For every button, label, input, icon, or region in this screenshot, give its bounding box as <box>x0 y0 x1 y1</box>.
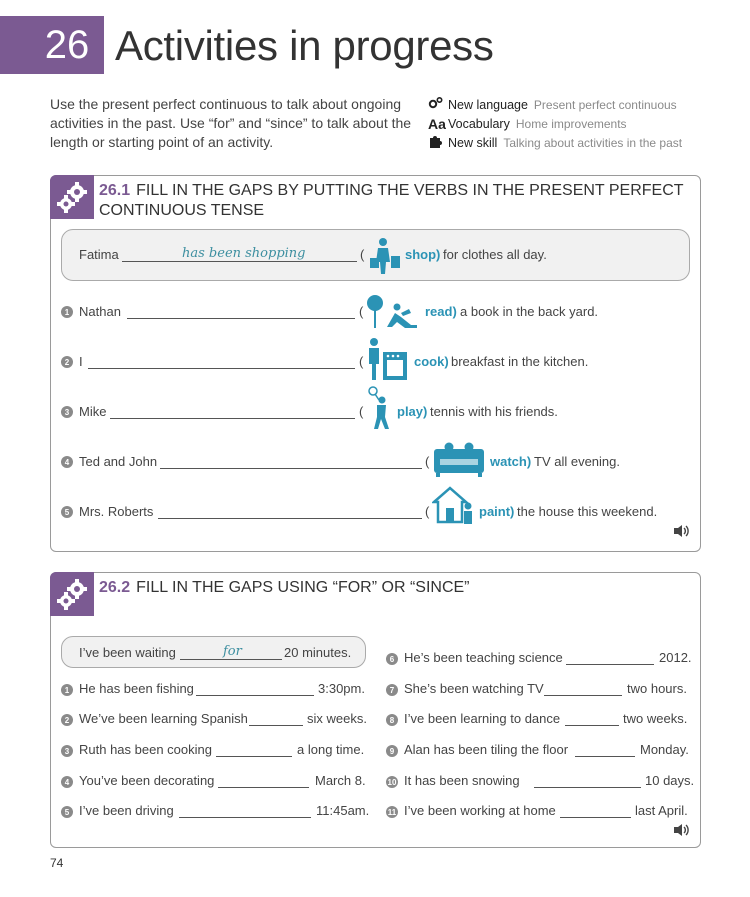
item-number: 1 <box>61 306 73 318</box>
example-box <box>61 636 366 668</box>
item-rest: tennis with his friends. <box>430 404 558 419</box>
item-before: I’ve been working at home <box>404 803 556 818</box>
gears-icon <box>55 180 89 214</box>
meta-new-skill <box>428 133 728 152</box>
example-after: 20 minutes. <box>284 645 352 660</box>
painting-house-icon <box>432 486 476 524</box>
example-subject: Fatima <box>79 247 119 262</box>
item-after: 3:30pm. <box>318 681 365 696</box>
answer-blank-ex2-5[interactable] <box>179 817 311 818</box>
item-rest: a book in the back yard. <box>460 304 599 319</box>
exercise-number: 26.2 <box>99 579 131 596</box>
open-paren: ( <box>359 354 364 369</box>
item-number: 4 <box>61 456 73 468</box>
aa-icon: Aa <box>428 115 446 132</box>
item-after: 11:45am. <box>316 803 370 818</box>
meta-value: Present perfect continuous <box>533 97 677 112</box>
item-before: He has been fishing <box>79 681 194 696</box>
item-number: 11 <box>387 807 397 817</box>
exercise-heading <box>99 181 689 221</box>
item-subject: Mike <box>79 404 107 419</box>
open-paren: ( <box>360 247 365 262</box>
gears-icon <box>55 577 89 611</box>
item-number: 2 <box>61 356 73 368</box>
open-paren: ( <box>359 404 364 419</box>
item-before: He’s been teaching science <box>404 650 563 665</box>
audio-icon[interactable] <box>673 524 691 541</box>
example-before: I’ve been waiting <box>79 645 176 660</box>
item-after: 10 days. <box>645 773 695 788</box>
item-number: 7 <box>386 684 398 696</box>
verb-paint: paint) <box>479 504 515 519</box>
item-subject: Nathan <box>79 304 121 319</box>
unit-meta <box>428 95 728 152</box>
item-after: March 8. <box>315 773 366 788</box>
item-number: 4 <box>61 776 73 788</box>
meta-label: Vocabulary <box>448 116 510 131</box>
answer-blank-5[interactable] <box>158 518 422 519</box>
answer-blank[interactable] <box>122 261 357 262</box>
item-number: 5 <box>61 806 73 818</box>
meta-new-language <box>428 95 728 114</box>
item-number: 6 <box>386 653 398 665</box>
puzzle-icon <box>428 134 448 151</box>
meta-value: Home improvements <box>515 116 627 131</box>
cooking-icon <box>365 336 409 382</box>
item-number: 1 <box>61 684 73 696</box>
verb-shop: shop) <box>405 247 441 262</box>
page-title: Activities in progress <box>115 22 494 69</box>
answer-blank-ex2-9[interactable] <box>575 756 635 757</box>
item-number: 10 <box>387 777 397 787</box>
item-after: six weeks. <box>307 711 367 726</box>
item-after: Monday. <box>640 742 689 757</box>
gear-tab <box>50 175 94 219</box>
open-paren: ( <box>359 304 364 319</box>
heading-line: FILL IN THE GAPS BY PUTTING THE VERBS IN THE PRESENT PERFECT <box>136 182 684 199</box>
answer-blank-ex2-7[interactable] <box>544 695 622 696</box>
answer-blank-ex2-11[interactable] <box>560 817 631 818</box>
gears-icon <box>428 96 448 113</box>
item-before: It has been snowing <box>404 773 520 788</box>
reading-icon <box>365 293 421 333</box>
item-after: last April. <box>635 803 688 818</box>
item-subject: Mrs. Roberts <box>79 504 154 519</box>
verb-read: read) <box>425 304 457 319</box>
unit-number: 26 <box>30 16 104 74</box>
verb-play: play) <box>397 404 428 419</box>
watching-tv-icon <box>432 441 486 477</box>
meta-label: New skill <box>448 135 498 150</box>
answer-blank-ex2-6[interactable] <box>566 664 654 665</box>
answer-blank-ex2-10[interactable] <box>534 787 641 788</box>
example-rest: for clothes all day. <box>443 247 547 262</box>
open-paren: ( <box>425 454 430 469</box>
heading-line: CONTINUOUS TENSE <box>99 202 265 219</box>
item-before: Alan has been tiling the floor <box>404 742 569 757</box>
item-before: We’ve been learning Spanish <box>79 711 248 726</box>
answer-blank-ex2-1[interactable] <box>196 695 314 696</box>
item-number: 9 <box>386 745 398 757</box>
answer-blank[interactable] <box>180 659 282 660</box>
item-rest: TV all evening. <box>534 454 620 469</box>
item-number: 3 <box>61 406 73 418</box>
item-number: 5 <box>61 506 73 518</box>
item-before: Ruth has been cooking <box>79 742 212 757</box>
item-number: 8 <box>386 714 398 726</box>
example-box <box>61 229 690 281</box>
verb-watch: watch) <box>490 454 532 469</box>
intro-text: Use the present perfect continuous to talk about ongoing activities in the past. Use “for” and “since” to talk about the length or starting point of an activity. <box>50 96 412 150</box>
answer-blank-2[interactable] <box>88 368 355 369</box>
item-rest: the house this weekend. <box>517 504 658 519</box>
example-answer: has been shopping <box>182 246 306 261</box>
item-before: She’s been watching TV <box>404 681 544 696</box>
item-number: 2 <box>61 714 73 726</box>
meta-vocabulary <box>428 114 728 133</box>
item-after: 2012. <box>659 650 692 665</box>
open-paren: ( <box>425 504 430 519</box>
item-after: a long time. <box>297 742 365 757</box>
exercise-number: 26.1 <box>99 182 131 199</box>
shopping-icon <box>367 236 403 276</box>
exercise-heading <box>99 578 689 598</box>
verb-cook: cook) <box>414 354 449 369</box>
item-subject: I <box>79 354 83 369</box>
answer-blank-4[interactable] <box>160 468 422 469</box>
answer-blank-1[interactable] <box>127 318 355 319</box>
meta-value: Talking about activities in the past <box>503 135 683 150</box>
audio-icon[interactable] <box>673 823 691 840</box>
answer-blank-ex2-8[interactable] <box>565 725 619 726</box>
item-after: two weeks. <box>623 711 688 726</box>
exercise-26-2 <box>50 572 701 848</box>
answer-blank-ex2-2[interactable] <box>249 725 303 726</box>
item-number: 3 <box>61 745 73 757</box>
unit-badge-bar <box>0 16 30 74</box>
item-before: I’ve been driving <box>79 803 174 818</box>
heading-line: FILL IN THE GAPS USING “FOR” OR “SINCE” <box>136 579 470 596</box>
answer-blank-3[interactable] <box>110 418 355 419</box>
page-number: 74 <box>50 856 64 870</box>
gear-tab <box>50 572 94 616</box>
example-answer: for <box>223 644 242 659</box>
item-after: two hours. <box>627 681 687 696</box>
item-before: You’ve been decorating <box>79 773 215 788</box>
exercise-26-1 <box>50 175 701 552</box>
meta-label: New language <box>448 97 528 112</box>
item-before: I’ve been learning to dance <box>404 711 561 726</box>
answer-blank-ex2-3[interactable] <box>216 756 292 757</box>
item-rest: breakfast in the kitchen. <box>451 354 589 369</box>
tennis-icon <box>365 386 395 432</box>
item-subject: Ted and John <box>79 454 158 469</box>
answer-blank-ex2-4[interactable] <box>218 787 309 788</box>
